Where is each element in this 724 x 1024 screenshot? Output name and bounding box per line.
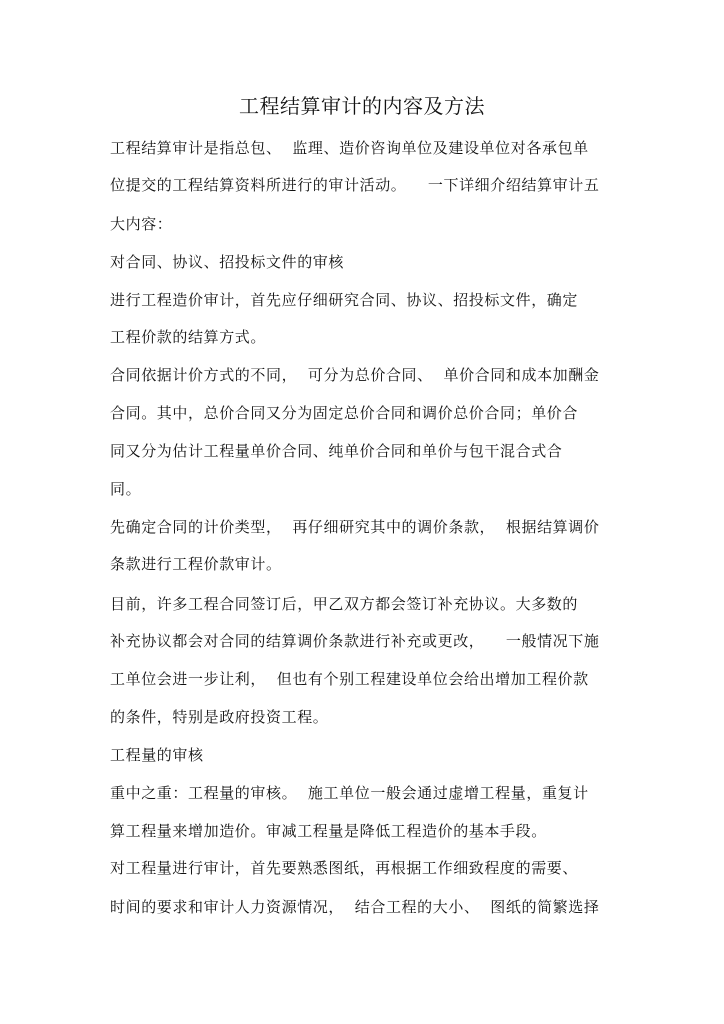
section-heading-quantity: 工程量的审核 [110, 746, 204, 764]
paragraph-line-8: 合同。其中，总价合同又分为固定总价合同和调价总价合同；单价合 [110, 404, 579, 422]
paragraph-line-13: 目前，许多工程合同签订后，甲乙双方都会签订补充协议。大多数的 [110, 595, 579, 613]
paragraph-line-21: 时间的要求和审计人力资源情况， 结合工程的大小、 图纸的简繁选择 [110, 898, 600, 916]
paragraph-line-14: 补充协议都会对合同的结算调价条款进行补充或更改， 一般情况下施 [110, 632, 600, 650]
paragraph-line-9: 同又分为估计工程量单价合同、纯单价合同和单价与包干混合式合 [110, 442, 563, 460]
paragraph-line-7: 合同依据计价方式的不同， 可分为总价合同、 单价合同和成本加酬金 [110, 366, 600, 384]
paragraph-line-5: 进行工程造价审计，首先应仔细研究合同、协议、招投标文件，确定 [110, 291, 579, 309]
section-heading-contract: 对合同、协议、招投标文件的审核 [110, 253, 345, 271]
paragraph-line-6: 工程价款的结算方式。 [110, 328, 267, 346]
paragraph-line-1: 工程结算审计是指总包、 监理、造价咨询单位及建设单位对各承包单 [110, 139, 589, 157]
paragraph-line-3: 大内容： [110, 215, 173, 233]
paragraph-line-10: 同。 [110, 480, 142, 498]
paragraph-line-20: 对工程量进行审计，首先要熟悉图纸，再根据工作细致程度的需要、 [110, 859, 579, 877]
paragraph-line-18: 重中之重：工程量的审核。 施工单位一般会通过虚增工程量，重复计 [110, 784, 589, 802]
paragraph-line-11: 先确定合同的计价类型， 再仔细研究其中的调价条款， 根据结算调价 [110, 518, 600, 536]
paragraph-line-15: 工单位会进一步让利， 但也有个别工程建设单位会给出增加工程价款 [110, 670, 589, 688]
page-title: 工程结算审计的内容及方法 [239, 94, 485, 118]
paragraph-line-2: 位提交的工程结算资料所进行的审计活动。 一下详细介绍结算审计五 [110, 176, 600, 194]
paragraph-line-16: 的条件，特别是政府投资工程。 [110, 708, 329, 726]
paragraph-line-12: 条款进行工程价款审计。 [110, 555, 282, 573]
paragraph-line-19: 算工程量来增加造价。审减工程量是降低工程造价的基本手段。 [110, 822, 547, 840]
